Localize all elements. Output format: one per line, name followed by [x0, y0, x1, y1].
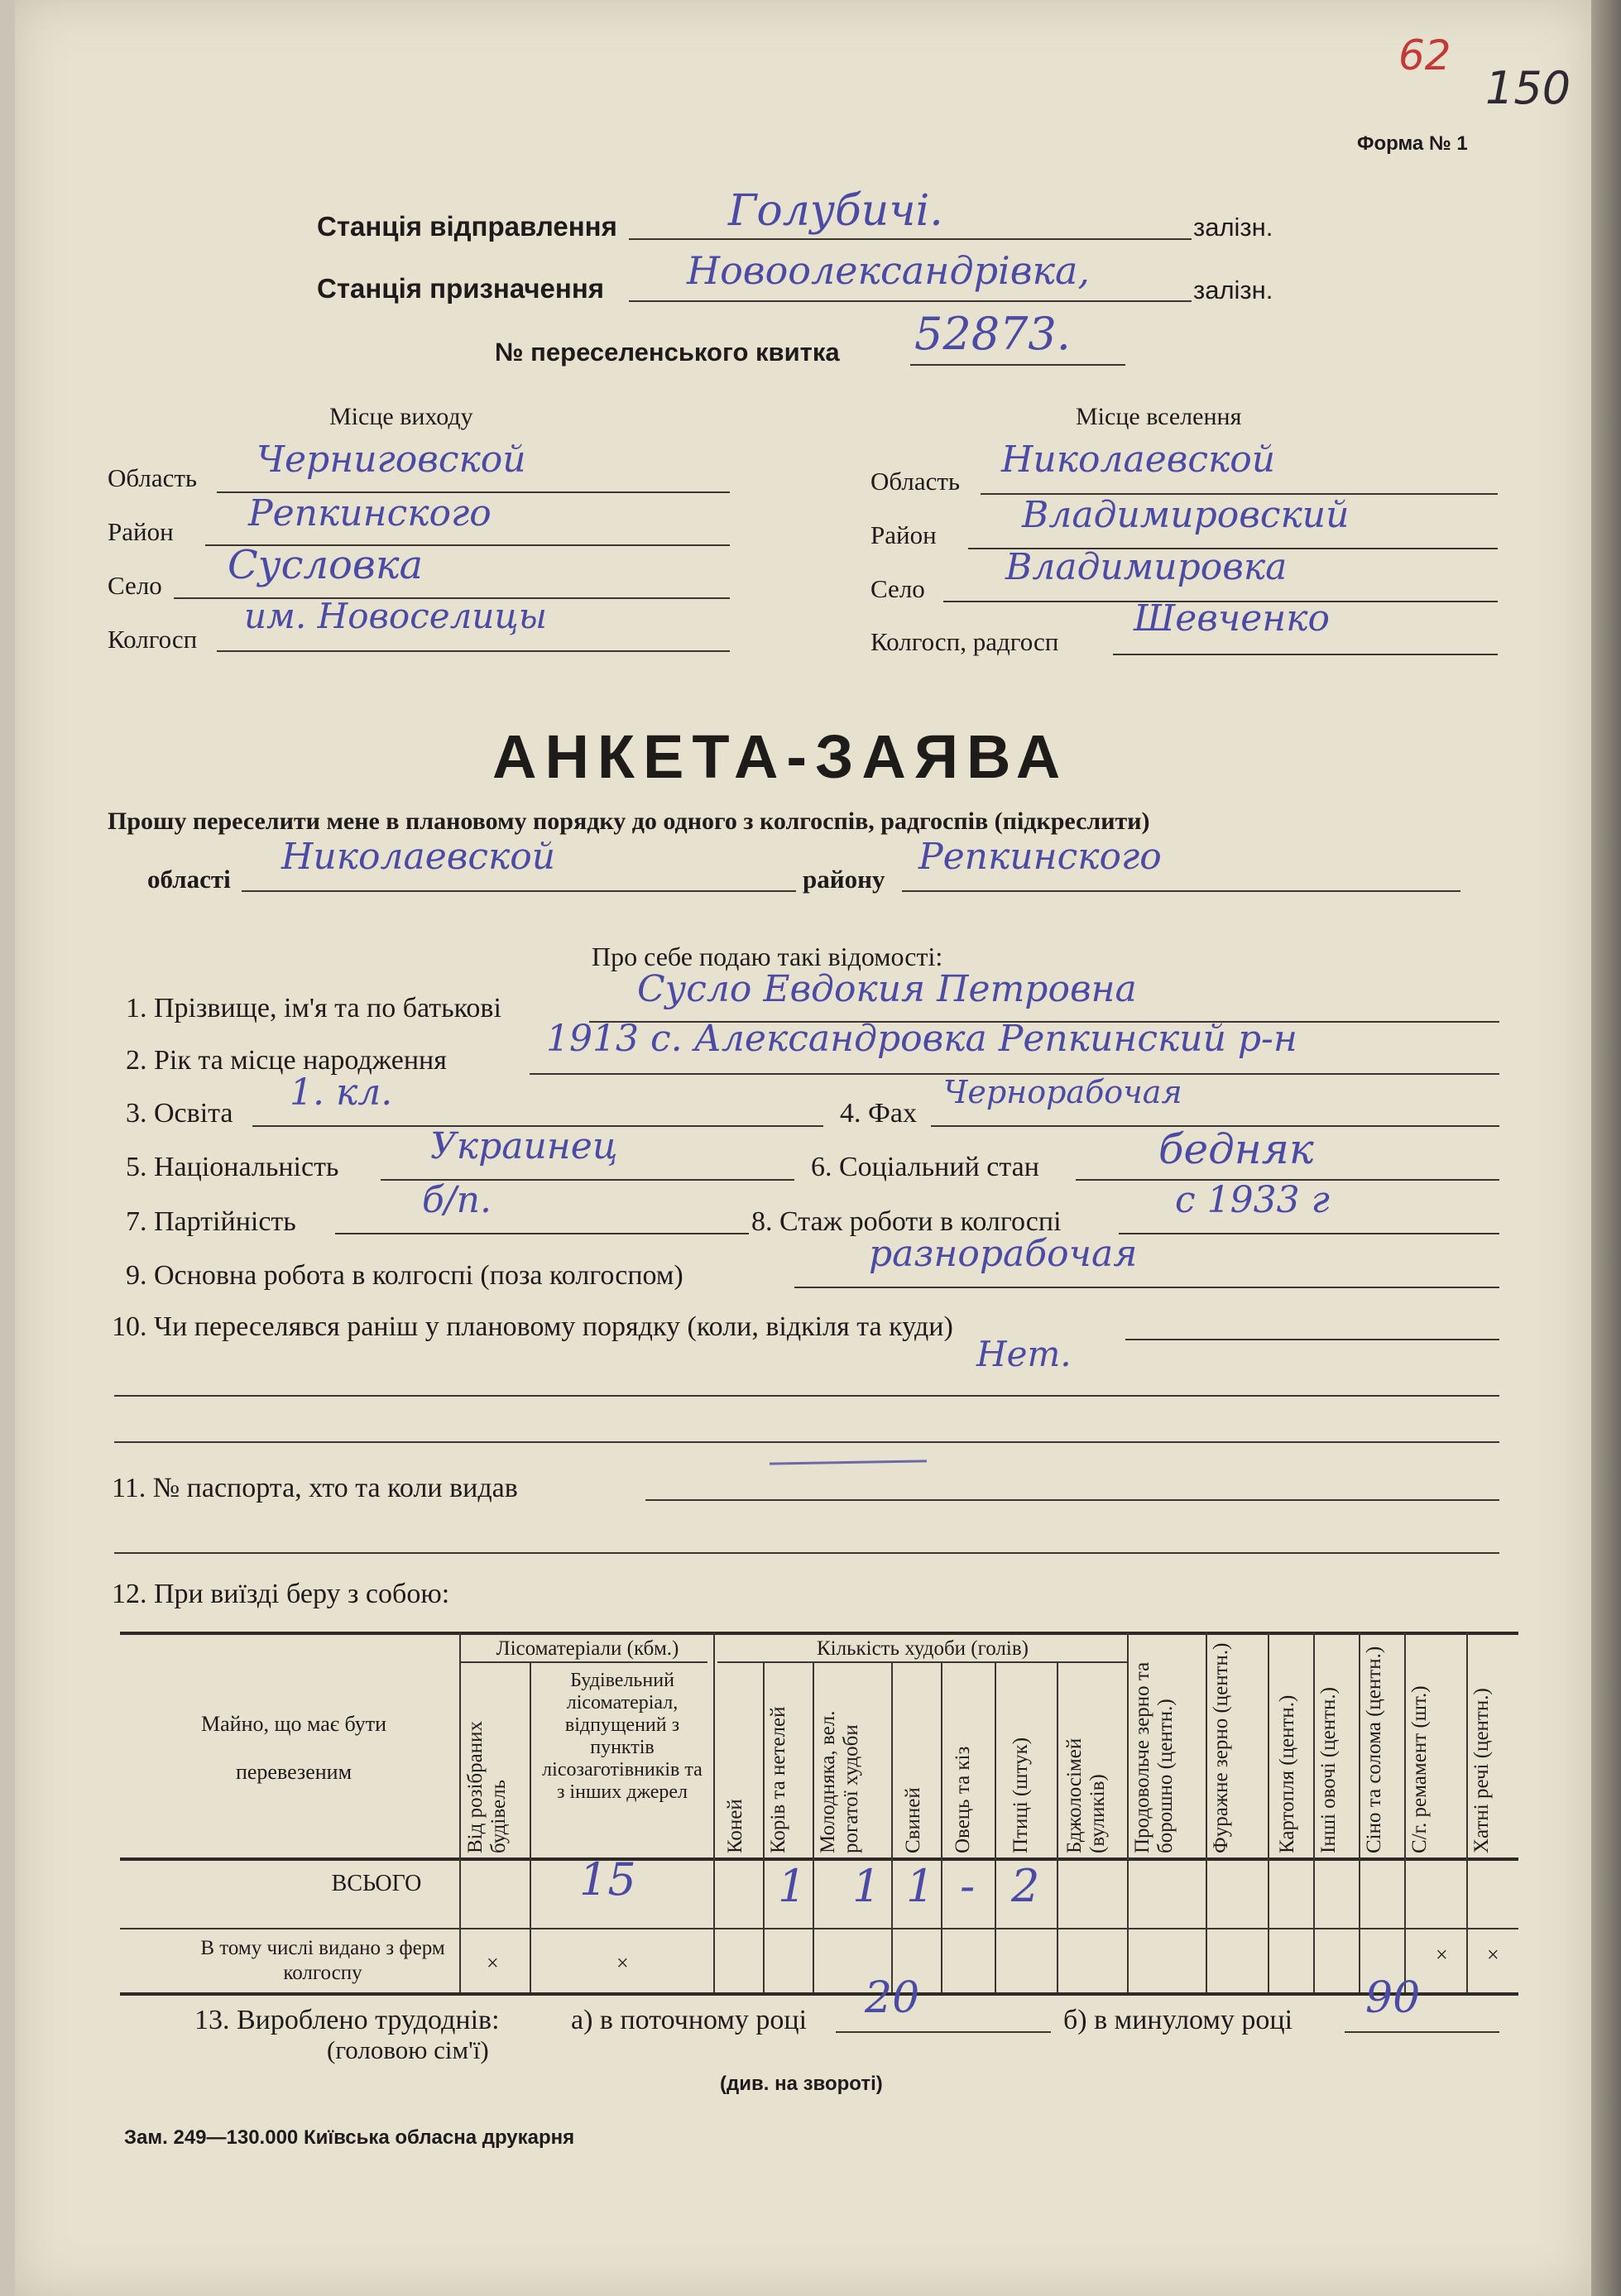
origin-selo-value: Сусловка: [228, 542, 424, 588]
dest-kolhosp-line: [1113, 654, 1498, 655]
workdays-current-line: [836, 2031, 1051, 2033]
dest-oblast-label: Область: [870, 467, 961, 496]
col-potato-header: Картопля (центн.): [1276, 1694, 1298, 1853]
origin-kolhosp-line: [217, 650, 730, 652]
total-row-rule: [120, 1928, 1518, 1929]
field12-label: 12. При виїзді беру з собою:: [112, 1579, 450, 1609]
field2-value: 1913 с. Александровка Репкинский р-н: [546, 1018, 1297, 1060]
farm-mark: ×: [1436, 1943, 1448, 1967]
origin-heading: Місце виходу: [329, 403, 473, 430]
old-page-number: 62: [1398, 31, 1451, 79]
request-oblast-value: Николаевской: [281, 836, 556, 878]
workdays-previous-value: 90: [1365, 1973, 1421, 2023]
col-divider: [459, 1632, 461, 1992]
timber-group-rule: [459, 1661, 707, 1663]
col-divider: [813, 1661, 814, 1992]
intro-text: Про себе подаю такі відомості:: [592, 942, 943, 971]
total-building: 15: [579, 1853, 636, 1905]
col-divider: [1268, 1632, 1269, 1992]
col-young-header: Молодняка, вел. рогатої худоби: [817, 1710, 862, 1853]
form-label: Форма № 1: [1357, 132, 1468, 155]
workdays-current-value: 20: [865, 1973, 920, 2023]
total-sheep: -: [960, 1860, 976, 1912]
col-divider: [891, 1661, 893, 1992]
field10-line-1: [1125, 1339, 1499, 1340]
destination-value: Новоолександрівка,: [687, 248, 1091, 293]
col-cows-header: Корів та нетелей: [767, 1706, 789, 1853]
field7-line: [335, 1233, 749, 1234]
field9-label: 9. Основна робота в колгоспі (поза колгоспом): [126, 1260, 683, 1291]
total-young: 1: [852, 1860, 881, 1912]
col-food-grain-header: Продовольче зерно та борошно (центн.): [1131, 1661, 1177, 1853]
field8-value: с 1933 г: [1175, 1179, 1330, 1221]
dest-selo-label: Село: [870, 574, 925, 603]
farm-mark: ×: [616, 1951, 629, 1975]
col-sheep-header: Овець та кіз: [952, 1746, 974, 1853]
ticket-line: [910, 364, 1125, 366]
dest-raion-value: Владимировский: [1022, 494, 1350, 536]
field9-line: [794, 1287, 1499, 1288]
col-feed-grain-header: Фуражне зерно (центн.): [1210, 1642, 1232, 1853]
field5-label: 5. Національність: [126, 1152, 339, 1182]
field7-label: 7. Партійність: [126, 1206, 296, 1237]
departure-line: [629, 238, 1192, 240]
col-divider: [1127, 1632, 1129, 1992]
col-tools-header: С/г. ремамент (шт.): [1408, 1685, 1431, 1853]
workdays-previous-label: б) в минулому році: [1063, 2005, 1293, 2035]
table-top-rule: [120, 1632, 1518, 1635]
dest-kolhosp-value: Шевченко: [1134, 597, 1331, 640]
origin-kolhosp-label: Колгосп: [108, 625, 198, 654]
request-oblast-line: [242, 890, 796, 892]
field5-value: Украинец: [430, 1125, 618, 1167]
field6-value: бедняк: [1158, 1125, 1314, 1173]
col-divider: [995, 1661, 996, 1992]
total-cows: 1: [778, 1860, 807, 1912]
departure-value: Голубичі.: [728, 186, 943, 236]
origin-kolhosp-value: им. Новоселицы: [244, 596, 547, 636]
destination-heading: Місце вселення: [1076, 403, 1242, 430]
workdays-sub-label: (головою сім'ї): [327, 2035, 489, 2064]
field2-label: 2. Рік та місце народження: [126, 1045, 447, 1076]
total-pigs: 1: [906, 1860, 935, 1912]
dest-oblast-value: Николаевской: [1001, 439, 1276, 481]
ticket-value: 52873.: [914, 308, 1071, 360]
col-veg-header: Інші овочі (центн.): [1317, 1687, 1340, 1853]
col-divider: [713, 1632, 715, 1992]
col-pigs-header: Свиней: [902, 1787, 924, 1853]
col-divider: [1206, 1632, 1207, 1992]
row-total-label: ВСЬОГО: [331, 1871, 422, 1896]
workdays-previous-line: [1345, 2031, 1499, 2033]
field6-label: 6. Соціальний стан: [811, 1152, 1039, 1182]
col-divider: [1404, 1632, 1406, 1992]
col-divider: [941, 1661, 942, 1992]
table-bottom-rule: [120, 1992, 1518, 1996]
reverse-note: (див. на звороті): [720, 2073, 883, 2095]
col-birds-header: Птиці (штук): [1010, 1737, 1032, 1853]
request-text: Прошу переселити мене в плановому порядку до одного з колгоспів, радгоспів (підкреслити): [108, 808, 1150, 835]
form-title: АНКЕТА-ЗАЯВА: [492, 722, 1069, 791]
field3-label: 3. Освіта: [126, 1098, 233, 1129]
total-birds: 2: [1011, 1860, 1040, 1912]
origin-raion-label: Район: [108, 517, 174, 546]
row-farm-label: В тому числі видано з ферм колгоспу: [200, 1937, 445, 1984]
livestock-group-rule: [717, 1661, 1127, 1663]
request-oblast-label: області: [147, 865, 231, 894]
field10-line-2: [114, 1395, 1499, 1397]
col-bees-header: Бджолосімей (вуликів): [1063, 1738, 1109, 1853]
livestock-group-header: Кількість худоби (голів): [817, 1637, 1029, 1660]
col-divider: [1313, 1632, 1315, 1992]
farm-mark: ×: [1487, 1943, 1499, 1967]
request-raion-line: [902, 890, 1460, 892]
col-horses-header: Коней: [724, 1799, 746, 1853]
col-divider: [1466, 1632, 1468, 1992]
page-number: 150: [1485, 62, 1571, 114]
request-raion-label: району: [803, 865, 885, 894]
field4-label: 4. Фах: [840, 1098, 917, 1129]
farm-mark: ×: [487, 1951, 499, 1975]
field1-label: 1. Прізвище, ім'я та по батькові: [126, 993, 501, 1023]
field1-value: Сусло Евдокия Петровна: [637, 968, 1137, 1010]
field11-line-1: [645, 1499, 1499, 1501]
field4-value: Чернорабочая: [943, 1074, 1182, 1110]
printer-imprint: Зам. 249—130.000 Київська обласна друкарня: [124, 2126, 575, 2149]
origin-oblast-value: Черниговской: [257, 439, 526, 481]
dest-raion-label: Район: [870, 520, 937, 549]
field8-line: [1119, 1233, 1499, 1234]
col-divider: [763, 1661, 765, 1992]
request-raion-value: Репкинского: [918, 836, 1162, 878]
field11-label: 11. № паспорта, хто та коли видав: [112, 1473, 518, 1503]
col-household-header: Хатні речі (центн.): [1470, 1688, 1493, 1853]
col-dismantled-header: Від розібраних будівель: [464, 1721, 510, 1853]
dest-kolhosp-label: Колгосп, радгосп: [870, 627, 1059, 656]
destination-suffix: залізн.: [1193, 276, 1273, 304]
col-hay-header: Сіно та солома (центн.): [1363, 1646, 1385, 1853]
header-bottom-rule: [120, 1857, 1518, 1861]
col-property-header: Майно, що має бути перевезеним: [201, 1712, 386, 1784]
dest-selo-value: Владимировка: [1005, 546, 1288, 588]
field7-value: б/п.: [422, 1179, 492, 1221]
col-divider: [1057, 1661, 1058, 1992]
destination-line: [629, 300, 1192, 302]
col-building-header: Будівельний лісоматеріал, відпущений з пунктів лісозаготівників та з інших джерел: [542, 1670, 703, 1803]
field11-line-2: [114, 1552, 1499, 1554]
field9-value: разнорабочая: [869, 1233, 1138, 1275]
workdays-label: 13. Вироблено трудоднів:: [194, 2005, 500, 2035]
departure-suffix: залізн.: [1193, 213, 1273, 242]
col-divider: [530, 1661, 531, 1992]
field10-label: 10. Чи переселявся раніш у плановому порядку (коли, відкіля та куди): [112, 1311, 953, 1342]
page-edge: [1591, 0, 1621, 2296]
field10-value: Нет.: [976, 1334, 1072, 1374]
destination-label: Станція призначення: [317, 273, 605, 304]
origin-oblast-label: Область: [108, 463, 198, 492]
field8-label: 8. Стаж роботи в колгоспі: [751, 1206, 1062, 1237]
field10-line-3: [114, 1441, 1499, 1443]
timber-group-header: Лісоматеріали (кбм.): [496, 1637, 679, 1660]
workdays-current-label: а) в поточному році: [571, 2005, 808, 2035]
ticket-label: № переселенського квитка: [495, 338, 840, 367]
field3-value: 1. кл.: [290, 1071, 393, 1114]
departure-label: Станція відправлення: [317, 211, 617, 242]
origin-selo-label: Село: [108, 571, 162, 600]
col-divider: [1359, 1632, 1360, 1992]
origin-raion-value: Репкинского: [248, 492, 492, 534]
